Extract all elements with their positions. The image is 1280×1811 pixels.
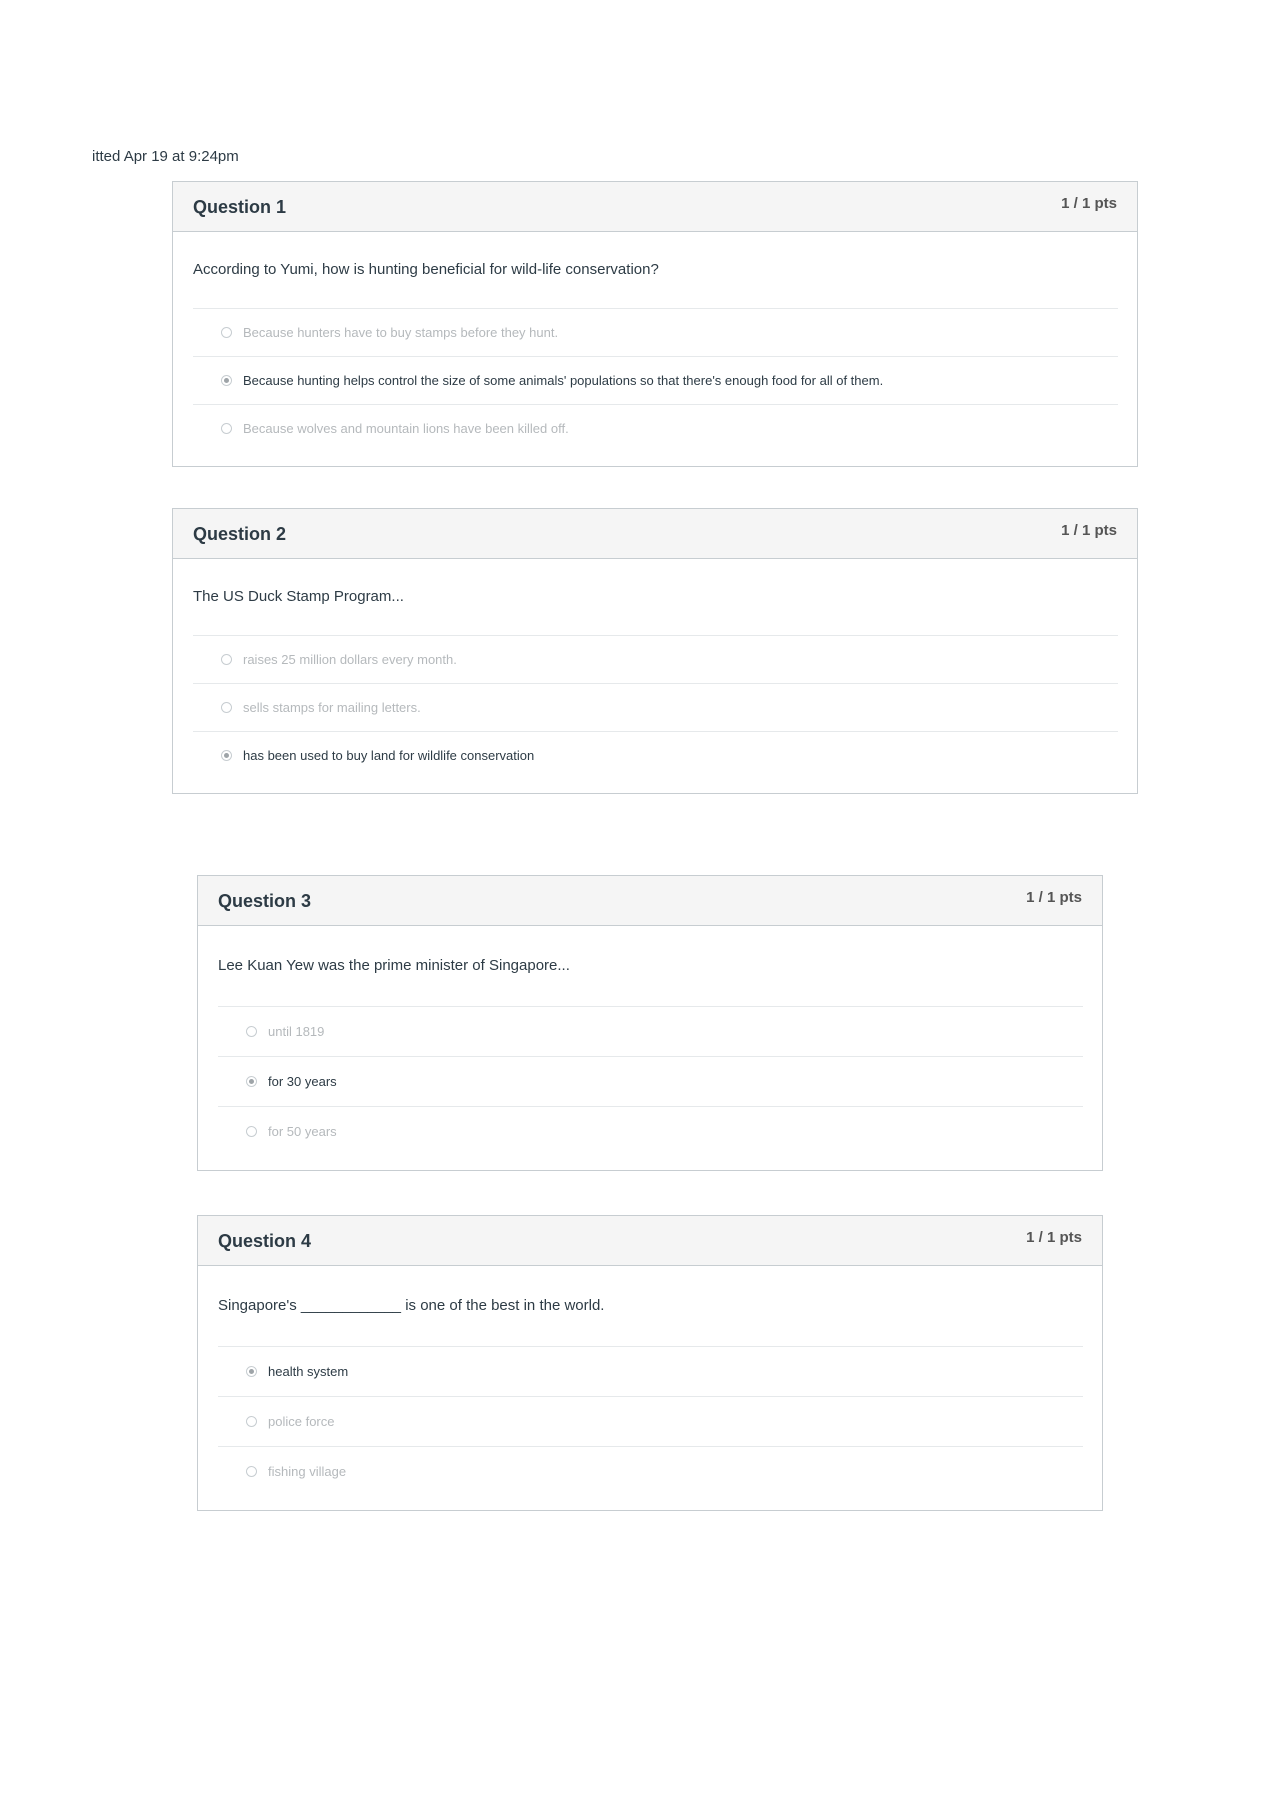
answer-label: Because wolves and mountain lions have been killed off. — [243, 421, 569, 436]
question-points: 1 / 1 pts — [1026, 889, 1082, 906]
radio-button-icon[interactable] — [246, 1126, 257, 1137]
question-text: The US Duck Stamp Program... — [193, 559, 1118, 636]
radio-button-checked-icon[interactable] — [221, 750, 232, 761]
answer-option[interactable] — [218, 1107, 1083, 1156]
radio-button-icon[interactable] — [221, 327, 232, 338]
answer-option[interactable] — [218, 1397, 1083, 1447]
answer-label: police force — [268, 1414, 335, 1429]
question-header — [173, 509, 1137, 559]
radio-button-icon[interactable] — [221, 654, 232, 665]
answer-option[interactable] — [193, 684, 1118, 732]
answer-option-selected[interactable] — [218, 1057, 1083, 1107]
answer-option-selected[interactable] — [193, 357, 1118, 405]
question-title: Question 2 — [193, 524, 287, 544]
answer-label: for 30 years — [268, 1074, 337, 1089]
radio-button-icon[interactable] — [246, 1466, 257, 1477]
radio-button-checked-icon[interactable] — [246, 1076, 257, 1087]
question-title: Question 3 — [218, 891, 312, 911]
answer-option-selected[interactable] — [218, 1347, 1083, 1397]
radio-button-icon[interactable] — [221, 423, 232, 434]
question-body — [173, 559, 1137, 779]
question-title: Question 4 — [218, 1231, 312, 1251]
question-card-3 — [197, 875, 1103, 1171]
answer-label: health system — [268, 1364, 349, 1379]
answer-label: raises 25 million dollars every month. — [243, 652, 457, 667]
question-points: 1 / 1 pts — [1061, 522, 1117, 539]
question-body — [198, 1266, 1102, 1496]
question-text: Lee Kuan Yew was the prime minister of Singapore... — [218, 926, 1083, 1007]
answer-option[interactable] — [218, 1447, 1083, 1496]
answer-label: sells stamps for mailing letters. — [243, 700, 421, 715]
answer-option[interactable] — [193, 309, 1118, 357]
question-card-2 — [172, 508, 1138, 794]
answer-label: until 1819 — [268, 1024, 325, 1039]
question-header — [198, 876, 1102, 926]
radio-button-icon[interactable] — [221, 702, 232, 713]
question-title: Question 1 — [193, 197, 287, 217]
answer-label: for 50 years — [268, 1124, 337, 1139]
answer-option[interactable] — [193, 405, 1118, 452]
answer-label: fishing village — [268, 1464, 347, 1479]
radio-button-checked-icon[interactable] — [246, 1366, 257, 1377]
radio-button-icon[interactable] — [246, 1416, 257, 1427]
answer-option-selected[interactable] — [193, 732, 1118, 779]
question-card-4 — [197, 1215, 1103, 1511]
question-header — [198, 1216, 1102, 1266]
question-body — [198, 926, 1102, 1156]
answer-label: Because hunting helps control the size of some animals' populations so that there's enough food for all of them. — [243, 373, 884, 388]
question-points: 1 / 1 pts — [1026, 1229, 1082, 1246]
question-body — [173, 232, 1137, 452]
submitted-timestamp: itted Apr 19 at 9:24pm — [92, 148, 239, 165]
answer-label: has been used to buy land for wildlife conservation — [243, 748, 535, 763]
question-text: According to Yumi, how is hunting beneficial for wild-life conservation? — [193, 232, 1118, 309]
answer-option[interactable] — [193, 636, 1118, 684]
answer-label: Because hunters have to buy stamps before they hunt. — [243, 325, 559, 340]
question-header — [173, 182, 1137, 232]
answer-option[interactable] — [218, 1007, 1083, 1057]
question-text: Singapore's ____________ is one of the best in the world. — [218, 1266, 1083, 1347]
question-card-1 — [172, 181, 1138, 467]
radio-button-icon[interactable] — [246, 1026, 257, 1037]
question-points: 1 / 1 pts — [1061, 195, 1117, 212]
radio-button-checked-icon[interactable] — [221, 375, 232, 386]
